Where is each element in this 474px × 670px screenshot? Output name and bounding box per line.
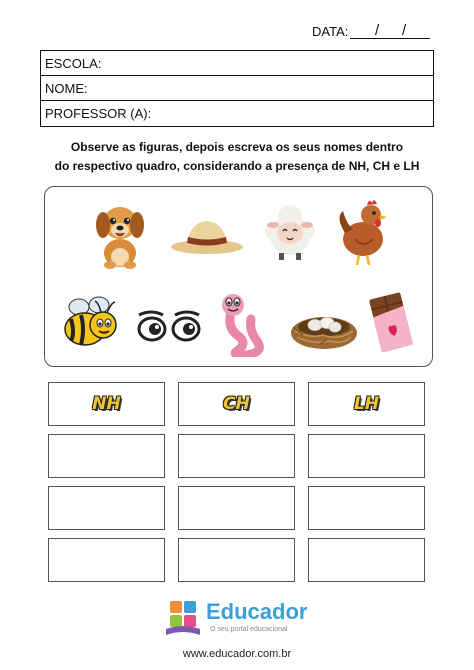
answer-box-lh-2[interactable] xyxy=(308,486,425,530)
student-info-box xyxy=(40,50,434,127)
date-slash-1: / xyxy=(375,22,380,39)
answer-box-nh-3[interactable] xyxy=(48,538,165,582)
nest-icon xyxy=(289,305,359,351)
column-label-nh: NH xyxy=(92,394,121,414)
column-header-nh xyxy=(48,382,165,426)
educador-logo xyxy=(164,595,314,645)
bee-icon xyxy=(59,295,121,351)
picture-box xyxy=(44,186,433,367)
date-label: DATA: xyxy=(312,24,349,39)
column-label-ch: CH xyxy=(223,394,250,414)
instructions xyxy=(20,138,454,176)
date-field[interactable] xyxy=(350,38,430,39)
hen-icon xyxy=(333,195,391,267)
column-header-lh xyxy=(308,382,425,426)
puzzle-book-icon xyxy=(164,597,202,637)
school-label: ESCOLA: xyxy=(45,56,102,71)
eyes-icon xyxy=(135,309,203,343)
website-link[interactable]: www.educador.com.br xyxy=(182,648,292,660)
column-header-ch xyxy=(178,382,295,426)
teacher-label: PROFESSOR (A): xyxy=(45,106,152,121)
dog-icon xyxy=(91,197,149,269)
answer-box-nh-2[interactable] xyxy=(48,486,165,530)
name-label: NOME: xyxy=(45,81,88,96)
sheep-icon xyxy=(259,199,321,261)
brand-name: Educador xyxy=(206,599,308,624)
date-slash-2: / xyxy=(402,22,407,39)
chocolate-icon xyxy=(365,291,419,353)
worm-icon xyxy=(215,291,271,357)
answer-box-ch-2[interactable] xyxy=(178,486,295,530)
instructions-line-2: do respectivo quadro, considerando a presença de NH, CH e LH xyxy=(54,159,420,173)
answer-box-lh-3[interactable] xyxy=(308,538,425,582)
hat-icon xyxy=(169,215,245,255)
instructions-line-1: Observe as figuras, depois escreva os seus nomes dentro xyxy=(70,140,404,154)
answer-box-ch-1[interactable] xyxy=(178,434,295,478)
answer-box-lh-1[interactable] xyxy=(308,434,425,478)
teacher-field[interactable] xyxy=(41,101,433,126)
brand-tagline: O seu portal educacional xyxy=(210,626,288,633)
answer-box-nh-1[interactable] xyxy=(48,434,165,478)
school-field[interactable] xyxy=(41,51,433,76)
name-field[interactable] xyxy=(41,76,433,101)
answer-box-ch-3[interactable] xyxy=(178,538,295,582)
date-row xyxy=(0,22,474,40)
column-label-lh: LH xyxy=(353,394,380,414)
